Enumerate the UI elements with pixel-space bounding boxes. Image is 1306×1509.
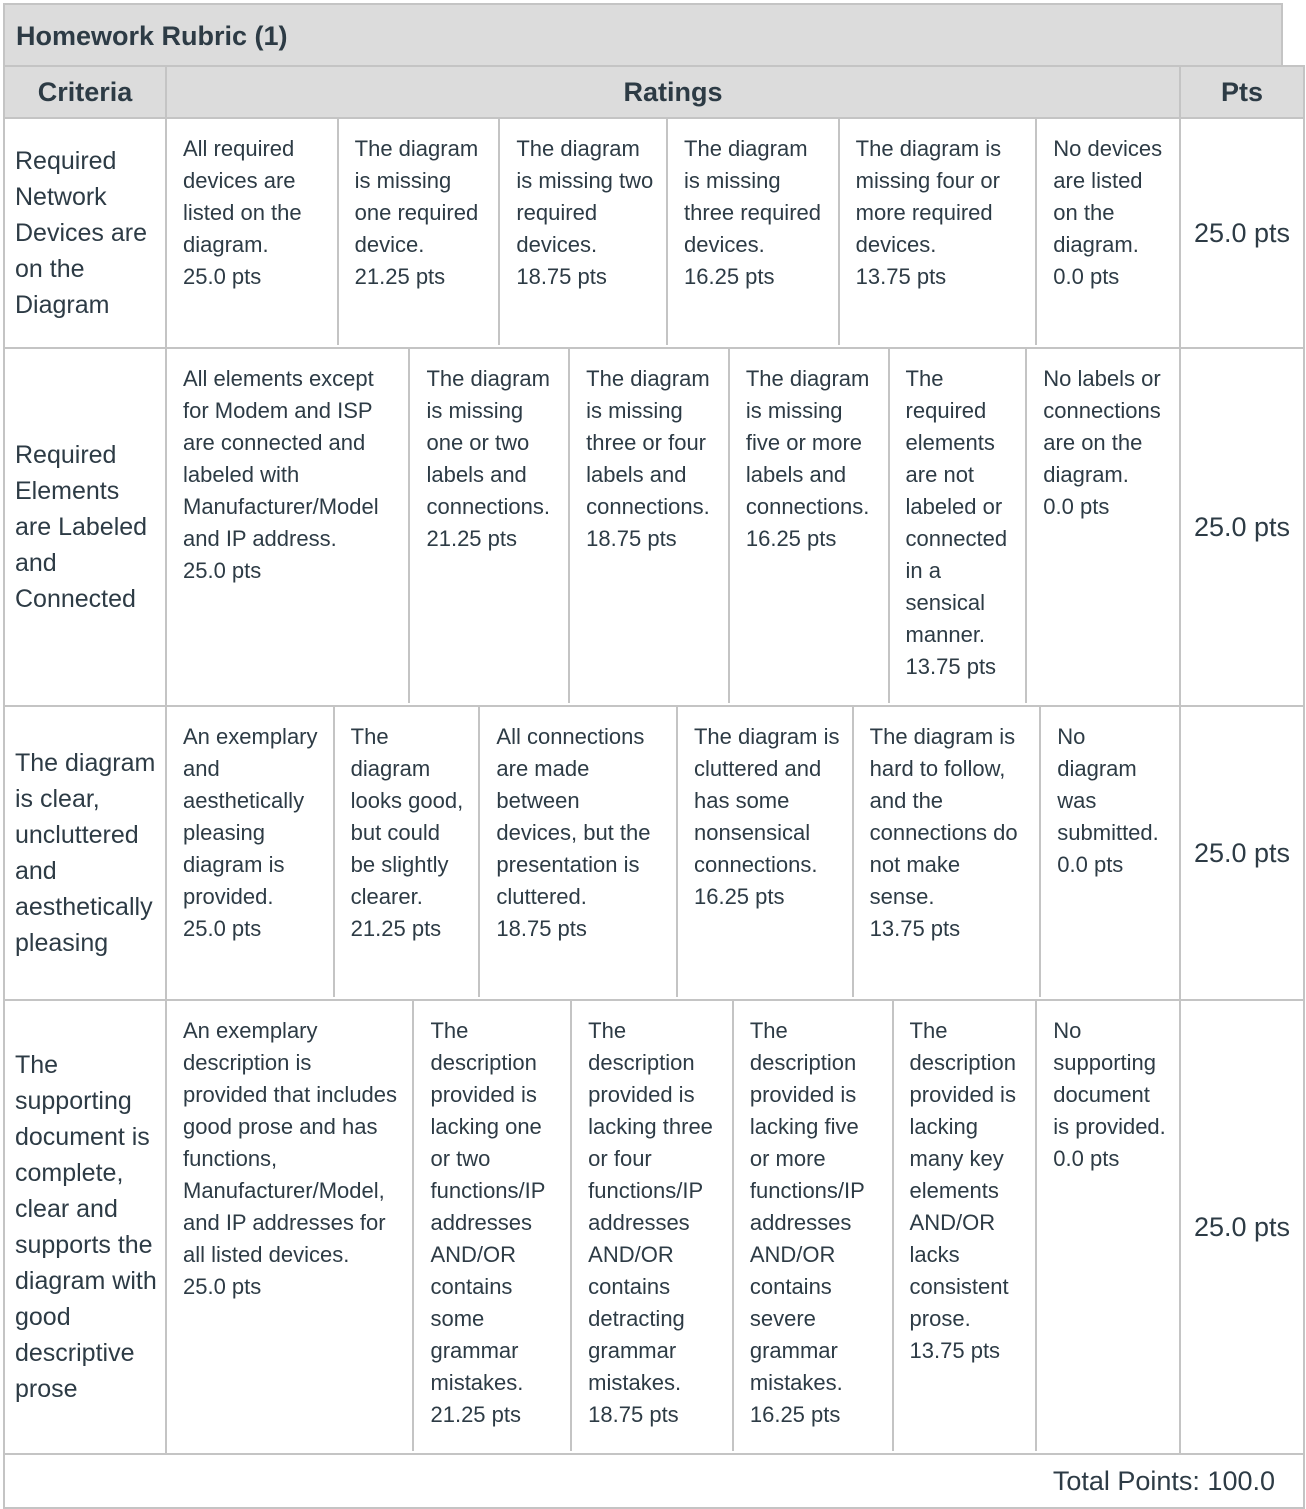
rating-description: No supporting document is provided. (1053, 1018, 1166, 1139)
rating-description: All connections are made between devices, but the presentation is cluttered. (496, 724, 651, 909)
rating-cell (1025, 349, 1179, 703)
rating-points: 18.75 pts (588, 1402, 679, 1427)
rating-cell (732, 1001, 892, 1451)
rating-description: An exemplary and aesthetically pleasing diagram is provided. (183, 724, 318, 909)
rating-points: 18.75 pts (496, 916, 587, 941)
rating-cell (888, 349, 1026, 703)
rating-description: The diagram is missing one required device. (354, 136, 479, 257)
ratings-header: Ratings (166, 66, 1180, 118)
rating-points: 18.75 pts (516, 264, 607, 289)
rating-cell (167, 1001, 412, 1451)
rating-cell (666, 119, 838, 345)
rating-points: 13.75 pts (905, 654, 997, 679)
rating-cell (498, 119, 666, 345)
rating-points: 0.0 pts (1043, 494, 1110, 519)
rubric-title: Homework Rubric (1) (3, 3, 1283, 65)
rating-description: The diagram is missing four or more required devices. (855, 136, 1002, 257)
rating-description: No labels or connections are on the diagram. (1043, 366, 1161, 487)
rating-cell (1039, 707, 1179, 997)
rating-description: The description provided is lacking many key elements AND/OR lacks consistent prose. (909, 1018, 1016, 1331)
rating-points: 21.25 pts (354, 264, 446, 289)
rating-description: An exemplary description is provided that includes good prose and has functions, Manufacturer/Model, and IP addresses for all listed devices. (183, 1018, 398, 1267)
total-points: Total Points: 100.0 (4, 1454, 1304, 1508)
rating-cell (1035, 119, 1179, 345)
pts-header: Pts (1180, 66, 1304, 118)
header-row (4, 66, 1304, 118)
rating-points: 0.0 pts (1057, 852, 1124, 877)
ratings-list (167, 119, 1179, 345)
ratings-list (167, 1001, 1179, 1451)
rating-points: 18.75 pts (586, 526, 677, 551)
rating-cell (838, 119, 1036, 345)
rating-cell (852, 707, 1040, 997)
rating-cell (333, 707, 479, 997)
rating-cell (728, 349, 888, 703)
rating-description: The diagram is hard to follow, and the connections do not make sense. (869, 724, 1018, 909)
rating-points: 25.0 pts (183, 264, 262, 289)
rating-description: The diagram is missing two required devices. (516, 136, 654, 257)
rating-description: The diagram is missing five or more labels and connections. (745, 366, 870, 519)
rating-description: The required elements are not labeled or connected in a sensical manner. (905, 366, 1008, 647)
criterion-points: 25.0 pts (1180, 118, 1304, 348)
rating-description: All required devices are listed on the diagram. (183, 136, 302, 257)
rating-points: 25.0 pts (183, 1274, 262, 1299)
criterion-description: Required Elements are Labeled and Connected (4, 348, 166, 706)
rubric-table (3, 65, 1305, 1509)
rating-description: The description provided is lacking three or four functions/IP addresses AND/OR contains detracting grammar mistakes. (588, 1018, 713, 1395)
rating-points: 25.0 pts (183, 916, 262, 941)
rating-cell (408, 349, 568, 703)
rating-description: No devices are listed on the diagram. (1053, 136, 1163, 257)
total-row (4, 1454, 1304, 1508)
rating-cell (478, 707, 676, 997)
criterion-points: 25.0 pts (1180, 706, 1304, 1000)
criterion-row (4, 706, 1304, 1000)
rating-points: 16.25 pts (684, 264, 775, 289)
rating-cell (167, 119, 337, 345)
rating-points: 13.75 pts (909, 1338, 1001, 1363)
criterion-row (4, 1000, 1304, 1454)
rating-cell (892, 1001, 1036, 1451)
rating-cell (337, 119, 499, 345)
rating-points: 16.25 pts (693, 884, 785, 909)
rating-description: The diagram looks good, but could be slightly clearer. (350, 724, 464, 909)
rating-description: The description provided is lacking five or more functions/IP addresses AND/OR contains severe grammar mistakes. (749, 1018, 865, 1395)
criteria-header: Criteria (4, 66, 166, 118)
rating-points: 0.0 pts (1053, 264, 1120, 289)
rating-description: The diagram is missing three required devices. (684, 136, 821, 257)
rating-description: All elements except for Modem and ISP are connected and labeled with Manufacturer/Model and IP address. (183, 366, 379, 551)
rating-points: 25.0 pts (183, 558, 262, 583)
rating-points: 13.75 pts (869, 916, 961, 941)
rating-points: 16.25 pts (745, 526, 837, 551)
criterion-row (4, 118, 1304, 348)
rating-cell (570, 1001, 732, 1451)
criterion-points: 25.0 pts (1180, 348, 1304, 706)
rating-description: The diagram is missing three or four labels and connections. (586, 366, 710, 519)
rating-points: 13.75 pts (855, 264, 947, 289)
rating-cell (1035, 1001, 1179, 1451)
rating-points: 16.25 pts (749, 1402, 841, 1427)
rating-cell (167, 707, 333, 997)
rating-points: 21.25 pts (426, 526, 517, 551)
rating-cell (167, 349, 408, 703)
rating-points: 21.25 pts (350, 916, 442, 941)
rating-cell (676, 707, 852, 997)
criterion-description: The supporting document is complete, clear and supports the diagram with good descriptive prose (4, 1000, 166, 1454)
rating-description: No diagram was submitted. (1057, 724, 1159, 845)
criterion-description: The diagram is clear, uncluttered and aesthetically pleasing (4, 706, 166, 1000)
rating-description: The diagram is missing one or two labels and connections. (426, 366, 551, 519)
rating-cell (568, 349, 728, 703)
criterion-row (4, 348, 1304, 706)
criterion-points: 25.0 pts (1180, 1000, 1304, 1454)
ratings-list (167, 707, 1179, 997)
rating-description: The description provided is lacking one or two functions/IP addresses AND/OR contains some grammar mistakes. (430, 1018, 546, 1395)
criterion-description: Required Network Devices are on the Diagram (4, 118, 166, 348)
rating-cell (412, 1001, 570, 1451)
rating-points: 0.0 pts (1053, 1146, 1120, 1171)
ratings-list (167, 349, 1179, 703)
rating-description: The diagram is cluttered and has some nonsensical connections. (693, 724, 840, 877)
rubric (3, 3, 1303, 1509)
rating-points: 21.25 pts (430, 1402, 521, 1427)
